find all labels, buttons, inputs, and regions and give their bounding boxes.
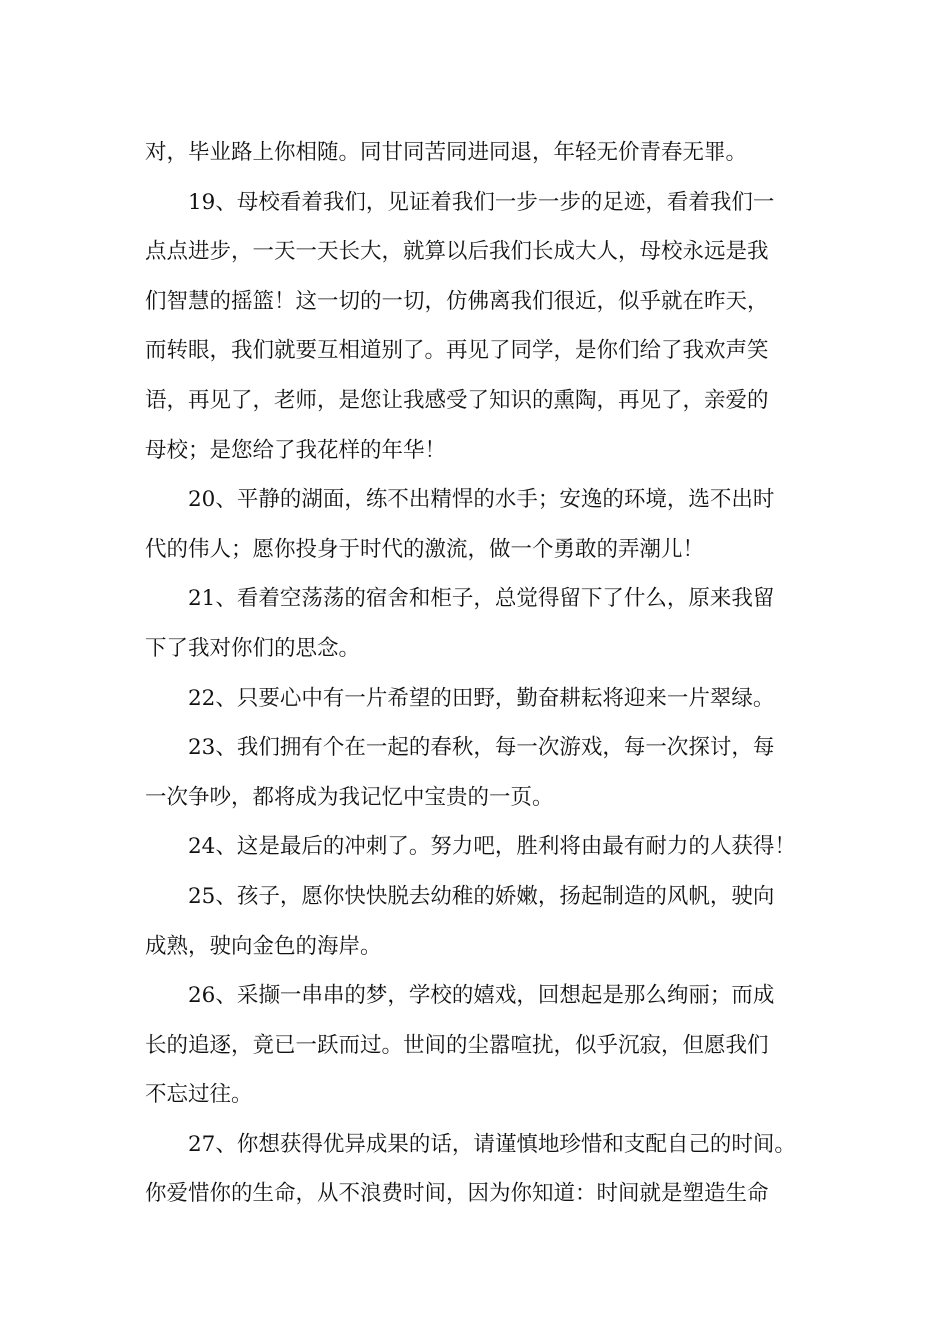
text-line: 21、看着空荡荡的宿舍和柜子，总觉得留下了什么，原来我留 [188,586,775,612]
text-line: 点点进步，一天一天长大，就算以后我们长成大人，母校永远是我 [145,239,769,265]
text-line: 22、只要心中有一片希望的田野，勤奋耕耘将迎来一片翠绿。 [188,685,775,711]
paragraph-continued [145,128,825,178]
paragraph-26 [145,971,825,1120]
body-text [145,128,825,1219]
text-line: 不忘过往。 [145,1082,253,1108]
text-line: 24、这是最后的冲刺了。努力吧，胜利将由最有耐力的人获得！ [188,834,796,860]
paragraph-22 [145,674,825,724]
text-line: 26、采撷一串串的梦，学校的嬉戏，回想起是那么绚丽；而成 [188,983,775,1009]
paragraph-24 [145,822,825,872]
paragraph-23 [145,723,825,822]
text-line: 下了我对你们的思念。 [145,635,361,661]
paragraph-19 [145,178,825,476]
text-line: 代的伟人；愿你投身于时代的激流，做一个勇敢的弄潮儿！ [145,536,705,562]
text-line: 成熟，驶向金色的海岸。 [145,933,382,959]
paragraph-27 [145,1120,825,1219]
text-line: 长的追逐，竟已一跃而过。世间的尘嚣喧扰，似乎沉寂，但愿我们 [145,1032,769,1058]
paragraph-21 [145,574,825,673]
text-line: 而转眼，我们就要互相道别了。再见了同学，是你们给了我欢声笑 [145,338,769,364]
text-line: 23、我们拥有个在一起的春秋，每一次游戏，每一次探讨，每 [188,735,775,761]
text-line: 27、你想获得优异成果的话，请谨慎地珍惜和支配自己的时间。 [188,1131,796,1157]
text-line: 语，再见了，老师，是您让我感受了知识的熏陶，再见了，亲爱的 [145,387,769,413]
text-line: 25、孩子，愿你快快脱去幼稚的娇嫩，扬起制造的风帆，驶向 [188,883,775,909]
text-line: 你爱惜你的生命，从不浪费时间，因为你知道：时间就是塑造生命 [145,1181,769,1207]
text-line: 对，毕业路上你相随。同甘同苦同进同退，年轻无价青春无罪。 [145,140,748,165]
paragraph-20 [145,475,825,574]
text-line: 一次争吵，都将成为我记忆中宝贵的一页。 [145,784,554,810]
text-line: 19、母校看着我们，见证着我们一步一步的足迹，看着我们一 [188,189,775,215]
text-line: 20、平静的湖面，练不出精悍的水手；安逸的环境，选不出时 [188,487,775,513]
paragraph-25 [145,872,825,971]
text-line: 们智慧的摇篮！这一切的一切，仿佛离我们很近，似乎就在昨天， [145,288,769,314]
text-line: 母校；是您给了我花样的年华！ [145,437,447,463]
